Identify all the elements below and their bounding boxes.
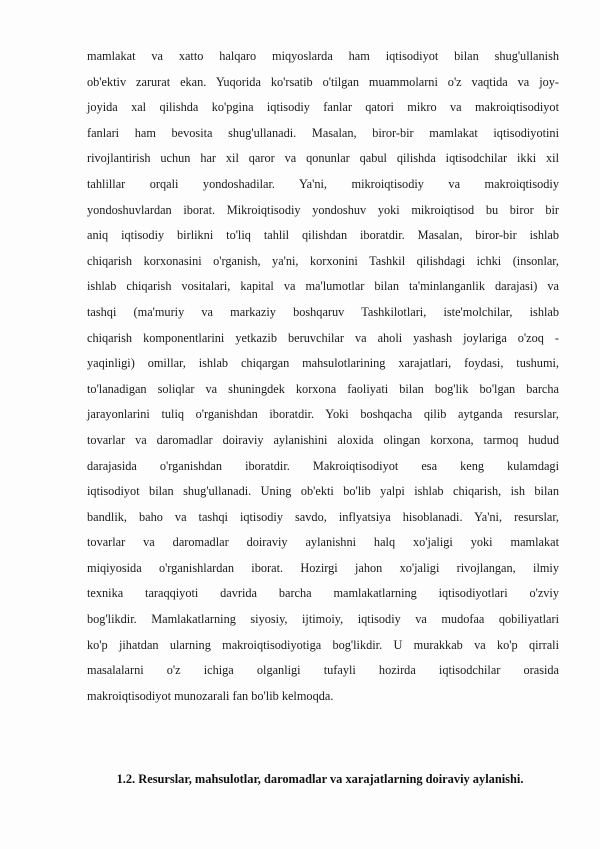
text-line: jarayonlarini tuliq o'rganishdan iboratdir. Yoki boshqacha qilib aytganda resurslar, [87,407,559,422]
text-line: yondoshuvlardan iborat. Mikroiqtisodiy yondoshuv yoki mikroiqtisod bu biror bir [87,202,559,217]
text-line: fanlari ham bevosita shug'ullanadi. Masalan, biror-bir mamlakat iqtisodiyotini [87,125,559,140]
text-line: aniq iqtisodiy birlikni to'liq tahlil qilishdan iboratdir. Masalan, biror-bir ishlab [87,228,559,243]
text-line: masalalarni o'z ichiga olganligi tufayli hozirda iqtisodchilar orasida [87,663,559,678]
section-heading: 1.2. Resurslar, mahsulotlar, daromadlar va xarajatlarning doiraviy aylanishi. [116,772,524,786]
text-line: tovarlar va daromadlar doiraviy aylanishini aloxida olingan korxona, tarmoq hudud [87,432,559,447]
text-line: iqtisodiyot bilan shug'ullanadi. Uning ob'ekti bo'lib yalpi ishlab chiqarish, ish bilan [87,484,559,499]
body-paragraph [87,44,559,709]
text-line: joyida xal qilishda ko'pgina iqtisodiy fanlar qatori mikro va makroiqtisodiyot [87,100,559,115]
text-line: ko'p jihatdan ularning makroiqtisodiyotiga bog'likdir. U murakkab va ko'p qirrali [87,637,559,652]
text-line: yaqinligi) omillar, ishlab chiqargan mahsulotlarining xarajatlari, foydasi, tushumi, [87,356,559,371]
text-line: to'lanadigan soliqlar va shuningdek korxona faoliyati bilan bog'lik bo'lgan barcha [87,381,559,396]
text-line: chiqarish korxonasini o'rganish, ya'ni, korxonini Tashkil qilishdagi ichki (insonlar, [87,253,559,268]
text-line: tashqi (ma'muriy va markaziy boshqaruv Tashkilotlari, iste'molchilar, ishlab [87,304,559,319]
text-line: miqiyosida o'rganishlardan iborat. Hozirgi jahon xo'jaligi rivojlangan, ilmiy [87,560,559,575]
text-line: tahlillar orqali yondoshadilar. Ya'ni, mikroiqtisodiy va makroiqtisodiy [87,176,559,191]
text-line: makroiqtisodiyot munozarali fan bo'lib kelmoqda. [87,688,334,703]
text-line: bog'likdir. Mamlakatlarning siyosiy, ijtimoiy, iqtisodiy va mudofaa qobiliyatlari [87,612,559,627]
text-line: darajasida o'rganishdan iboratdir. Makroiqtisodiyot esa keng kulamdagi [87,458,559,473]
text-line: rivojlantirish uchun har xil qaror va qonunlar qabul qilishda iqtisodchilar ikki xil [87,151,559,166]
text-line: texnika taraqqiyoti davrida barcha mamlakatlarning iqtisodiyotlari o'zviy [87,586,559,601]
text-line: ishlab chiqarish vositalari, kapital va ma'lumotlar bilan ta'minlanganlik darajasi) va [87,279,559,294]
text-line: mamlakat va xatto halqaro miqyoslarda ham iqtisodiyot bilan shug'ullanish [87,49,559,63]
text-line: chiqarish komponentlarini yetkazib beruvchilar va aholi yashash joylariga o'zoq - [87,330,559,345]
text-line: bandlik, baho va tashqi iqtisodiy savdo, inflyatsiya hisoblanadi. Ya'ni, resurslar, [87,509,559,524]
text-line: tovarlar va daromadlar doiraviy aylanishni halq xo'jaligi yoki mamlakat [87,535,559,550]
text-line: ob'ektiv zarurat ekan. Yuqorida ko'rsatib o'tilgan muammolarni o'z vaqtida va joy- [87,74,559,89]
